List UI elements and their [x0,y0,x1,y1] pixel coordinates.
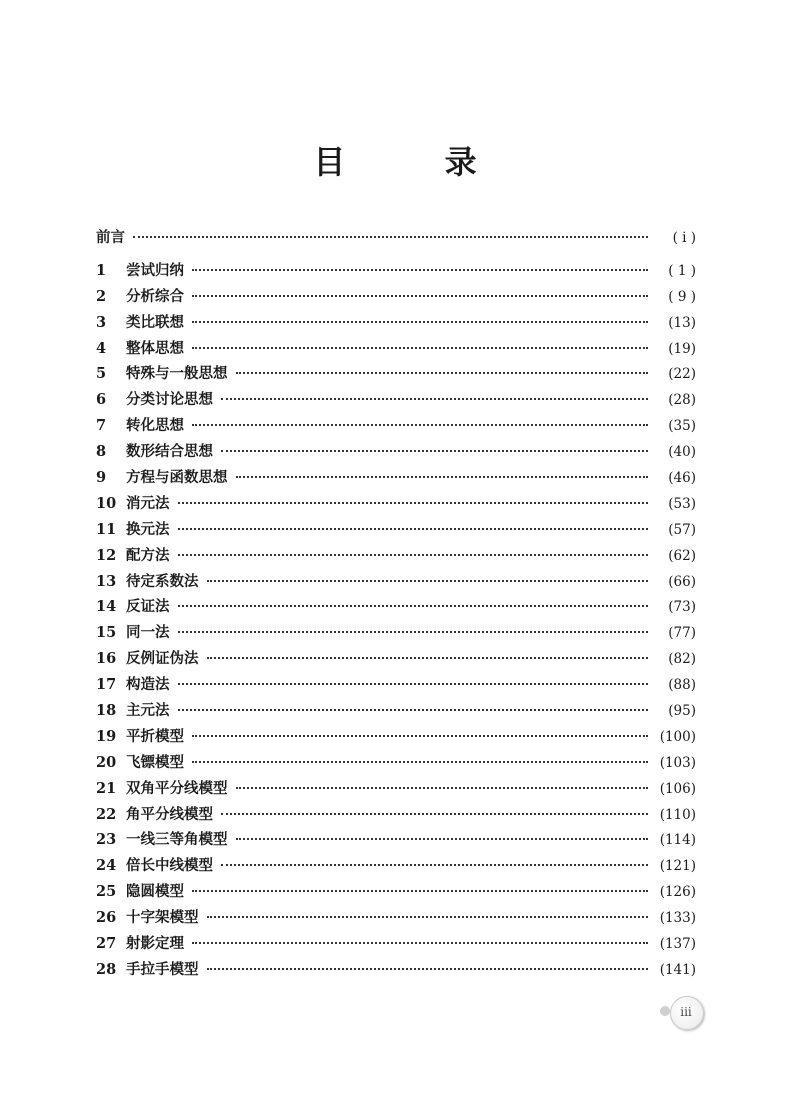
toc-entry-number: 3 [96,313,107,331]
dot-leader [178,709,649,711]
toc-entry-number: 24 [96,857,117,875]
toc-entry-page: (13) [668,314,696,331]
dot-leader [207,916,649,918]
dot-leader [207,968,649,970]
dot-leader [178,605,649,607]
toc-entry[interactable] [96,439,696,465]
toc-entry-title: 手拉手模型 [126,961,199,978]
toc-entry-page: ( 1 ) [668,262,696,279]
toc-entry-number: 19 [96,727,117,745]
toc-entry-number: 12 [96,546,117,564]
toc-entry-number: 11 [96,520,117,538]
toc-entry[interactable] [96,776,696,802]
toc-entry[interactable] [96,258,696,284]
toc-entry-number: 2 [96,287,107,305]
toc-entry-page: (100) [659,728,696,745]
toc-entry-title: 数形结合思想 [126,444,213,461]
dot-leader [207,657,649,659]
toc-entry-page: (77) [668,625,696,642]
dot-leader [178,528,649,530]
dot-leader [236,476,649,478]
table-of-contents [96,226,696,983]
toc-entry-number: 9 [96,469,107,487]
toc-entry-number: 1 [96,261,107,279]
toc-entry-page: (22) [668,366,696,383]
toc-entry[interactable] [96,879,696,905]
toc-entry-page: (114) [659,832,696,849]
dot-leader [192,347,648,349]
toc-entry-preface[interactable] [96,226,696,252]
toc-entry[interactable] [96,672,696,698]
toc-entry-number: 13 [96,572,117,590]
toc-entry-title: 待定系数法 [126,573,199,590]
toc-entry[interactable] [96,387,696,413]
dot-leader [236,838,649,840]
toc-entry-title: 十字架模型 [126,910,199,927]
toc-entry-number: 28 [96,960,117,978]
toc-entry-title: 倍长中线模型 [126,858,213,875]
toc-entry[interactable] [96,957,696,983]
toc-entry-page: (141) [659,961,696,978]
toc-entry-number: 6 [96,391,107,409]
toc-entry-number: 23 [96,831,117,849]
toc-entry-page: (106) [659,780,696,797]
dot-leader [192,942,648,944]
folio-dot-icon [660,1006,670,1016]
toc-entry-title: 飞镖模型 [126,754,184,771]
toc-entry-title: 反证法 [126,599,170,616]
dot-leader [192,321,648,323]
toc-entry-number: 4 [96,339,107,357]
toc-entry-title: 一线三等角模型 [126,832,228,849]
toc-entry[interactable] [96,827,696,853]
toc-entry-page: ( i ) [672,230,696,246]
dot-leader [192,424,648,426]
toc-entry-number: 14 [96,598,117,616]
toc-entry-number: 18 [96,702,117,720]
toc-entry[interactable] [96,284,696,310]
toc-entry-title: 主元法 [126,703,170,720]
dot-leader [192,890,648,892]
toc-entry-title: 特殊与一般思想 [126,366,228,383]
toc-entry[interactable] [96,517,696,543]
toc-entry-page: (66) [668,573,696,590]
toc-entry-title: 尝试归纳 [126,262,184,279]
dot-leader [192,269,648,271]
toc-entry-page: (126) [659,884,696,901]
toc-entry[interactable] [96,491,696,517]
toc-entry-title: 反例证伪法 [126,651,199,668]
toc-entry-number: 22 [96,805,117,823]
toc-entry[interactable] [96,543,696,569]
toc-entry-page: ( 9 ) [668,288,696,305]
toc-entry-page: (28) [668,392,696,409]
toc-entry-number: 26 [96,909,117,927]
toc-entry-page: (121) [659,858,696,875]
toc-entry[interactable] [96,750,696,776]
toc-entry-page: (46) [668,470,696,487]
toc-entry-number: 10 [96,494,117,512]
toc-entry-title: 平折模型 [126,728,184,745]
toc-entry-title: 双角平分线模型 [126,780,228,797]
toc-entry[interactable] [96,361,696,387]
folio-badge [660,996,704,1028]
toc-entry-number: 25 [96,883,117,901]
toc-entry-page: (82) [668,651,696,668]
toc-entry[interactable] [96,594,696,620]
toc-entry-page: (95) [668,703,696,720]
toc-list [96,258,696,983]
toc-entry-title: 转化思想 [126,418,184,435]
toc-entry-number: 17 [96,676,117,694]
toc-entry[interactable] [96,413,696,439]
toc-entry[interactable] [96,931,696,957]
toc-entry[interactable] [96,724,696,750]
toc-entry-title: 消元法 [126,495,170,512]
dot-leader [236,787,649,789]
toc-entry-number: 27 [96,935,117,953]
dot-leader [221,864,648,866]
toc-entry-number: 20 [96,753,117,771]
toc-entry-page: (40) [668,444,696,461]
toc-entry[interactable] [96,336,696,362]
toc-entry[interactable] [96,646,696,672]
toc-entry-title: 方程与函数思想 [126,470,228,487]
dot-leader [221,450,648,452]
toc-entry-title: 分类讨论思想 [126,392,213,409]
toc-entry[interactable] [96,905,696,931]
toc-entry-title: 构造法 [126,677,170,694]
dot-leader [192,761,648,763]
toc-entry-page: (133) [659,910,696,927]
toc-entry-title: 隐圆模型 [126,884,184,901]
toc-entry[interactable] [96,310,696,336]
toc-entry[interactable] [96,465,696,491]
toc-entry-page: (57) [668,521,696,538]
toc-entry[interactable] [96,620,696,646]
toc-entry-title: 整体思想 [126,340,184,357]
page-title: 目 录 [313,143,521,181]
toc-entry-page: (137) [659,936,696,953]
dot-leader [236,372,649,374]
toc-entry-number: 16 [96,650,117,668]
toc-entry-title: 类比联想 [126,314,184,331]
toc-entry-title: 配方法 [126,547,170,564]
toc-entry-number: 7 [96,417,107,435]
dot-leader [192,295,648,297]
toc-entry-number: 5 [96,365,107,383]
toc-entry-title: 射影定理 [126,936,184,953]
toc-entry-number: 21 [96,779,117,797]
toc-entry-title: 同一法 [126,625,170,642]
toc-entry-page: (35) [668,418,696,435]
dot-leader [178,502,649,504]
dot-leader [221,813,648,815]
dot-leader [178,631,649,633]
dot-leader [207,580,649,582]
toc-entry-page: (110) [659,806,696,823]
toc-entry-page: (103) [659,754,696,771]
folio-number: iii [680,1005,692,1019]
toc-entry-page: (19) [668,340,696,357]
dot-leader [178,554,649,556]
toc-entry[interactable] [96,802,696,828]
toc-entry-page: (62) [668,547,696,564]
dot-leader [221,398,648,400]
toc-entry-number: 8 [96,443,107,461]
toc-entry-title: 换元法 [126,521,170,538]
toc-entry-title: 角平分线模型 [126,806,213,823]
dot-leader [133,236,648,238]
toc-entry-page: (88) [668,677,696,694]
toc-entry-page: (53) [668,495,696,512]
toc-entry-title: 前言 [96,230,125,246]
dot-leader [178,683,649,685]
toc-entry[interactable] [96,853,696,879]
toc-entry-page: (73) [668,599,696,616]
toc-entry[interactable] [96,698,696,724]
toc-entry[interactable] [96,569,696,595]
toc-entry-title: 分析综合 [126,288,184,305]
dot-leader [192,735,648,737]
toc-entry-number: 15 [96,624,117,642]
